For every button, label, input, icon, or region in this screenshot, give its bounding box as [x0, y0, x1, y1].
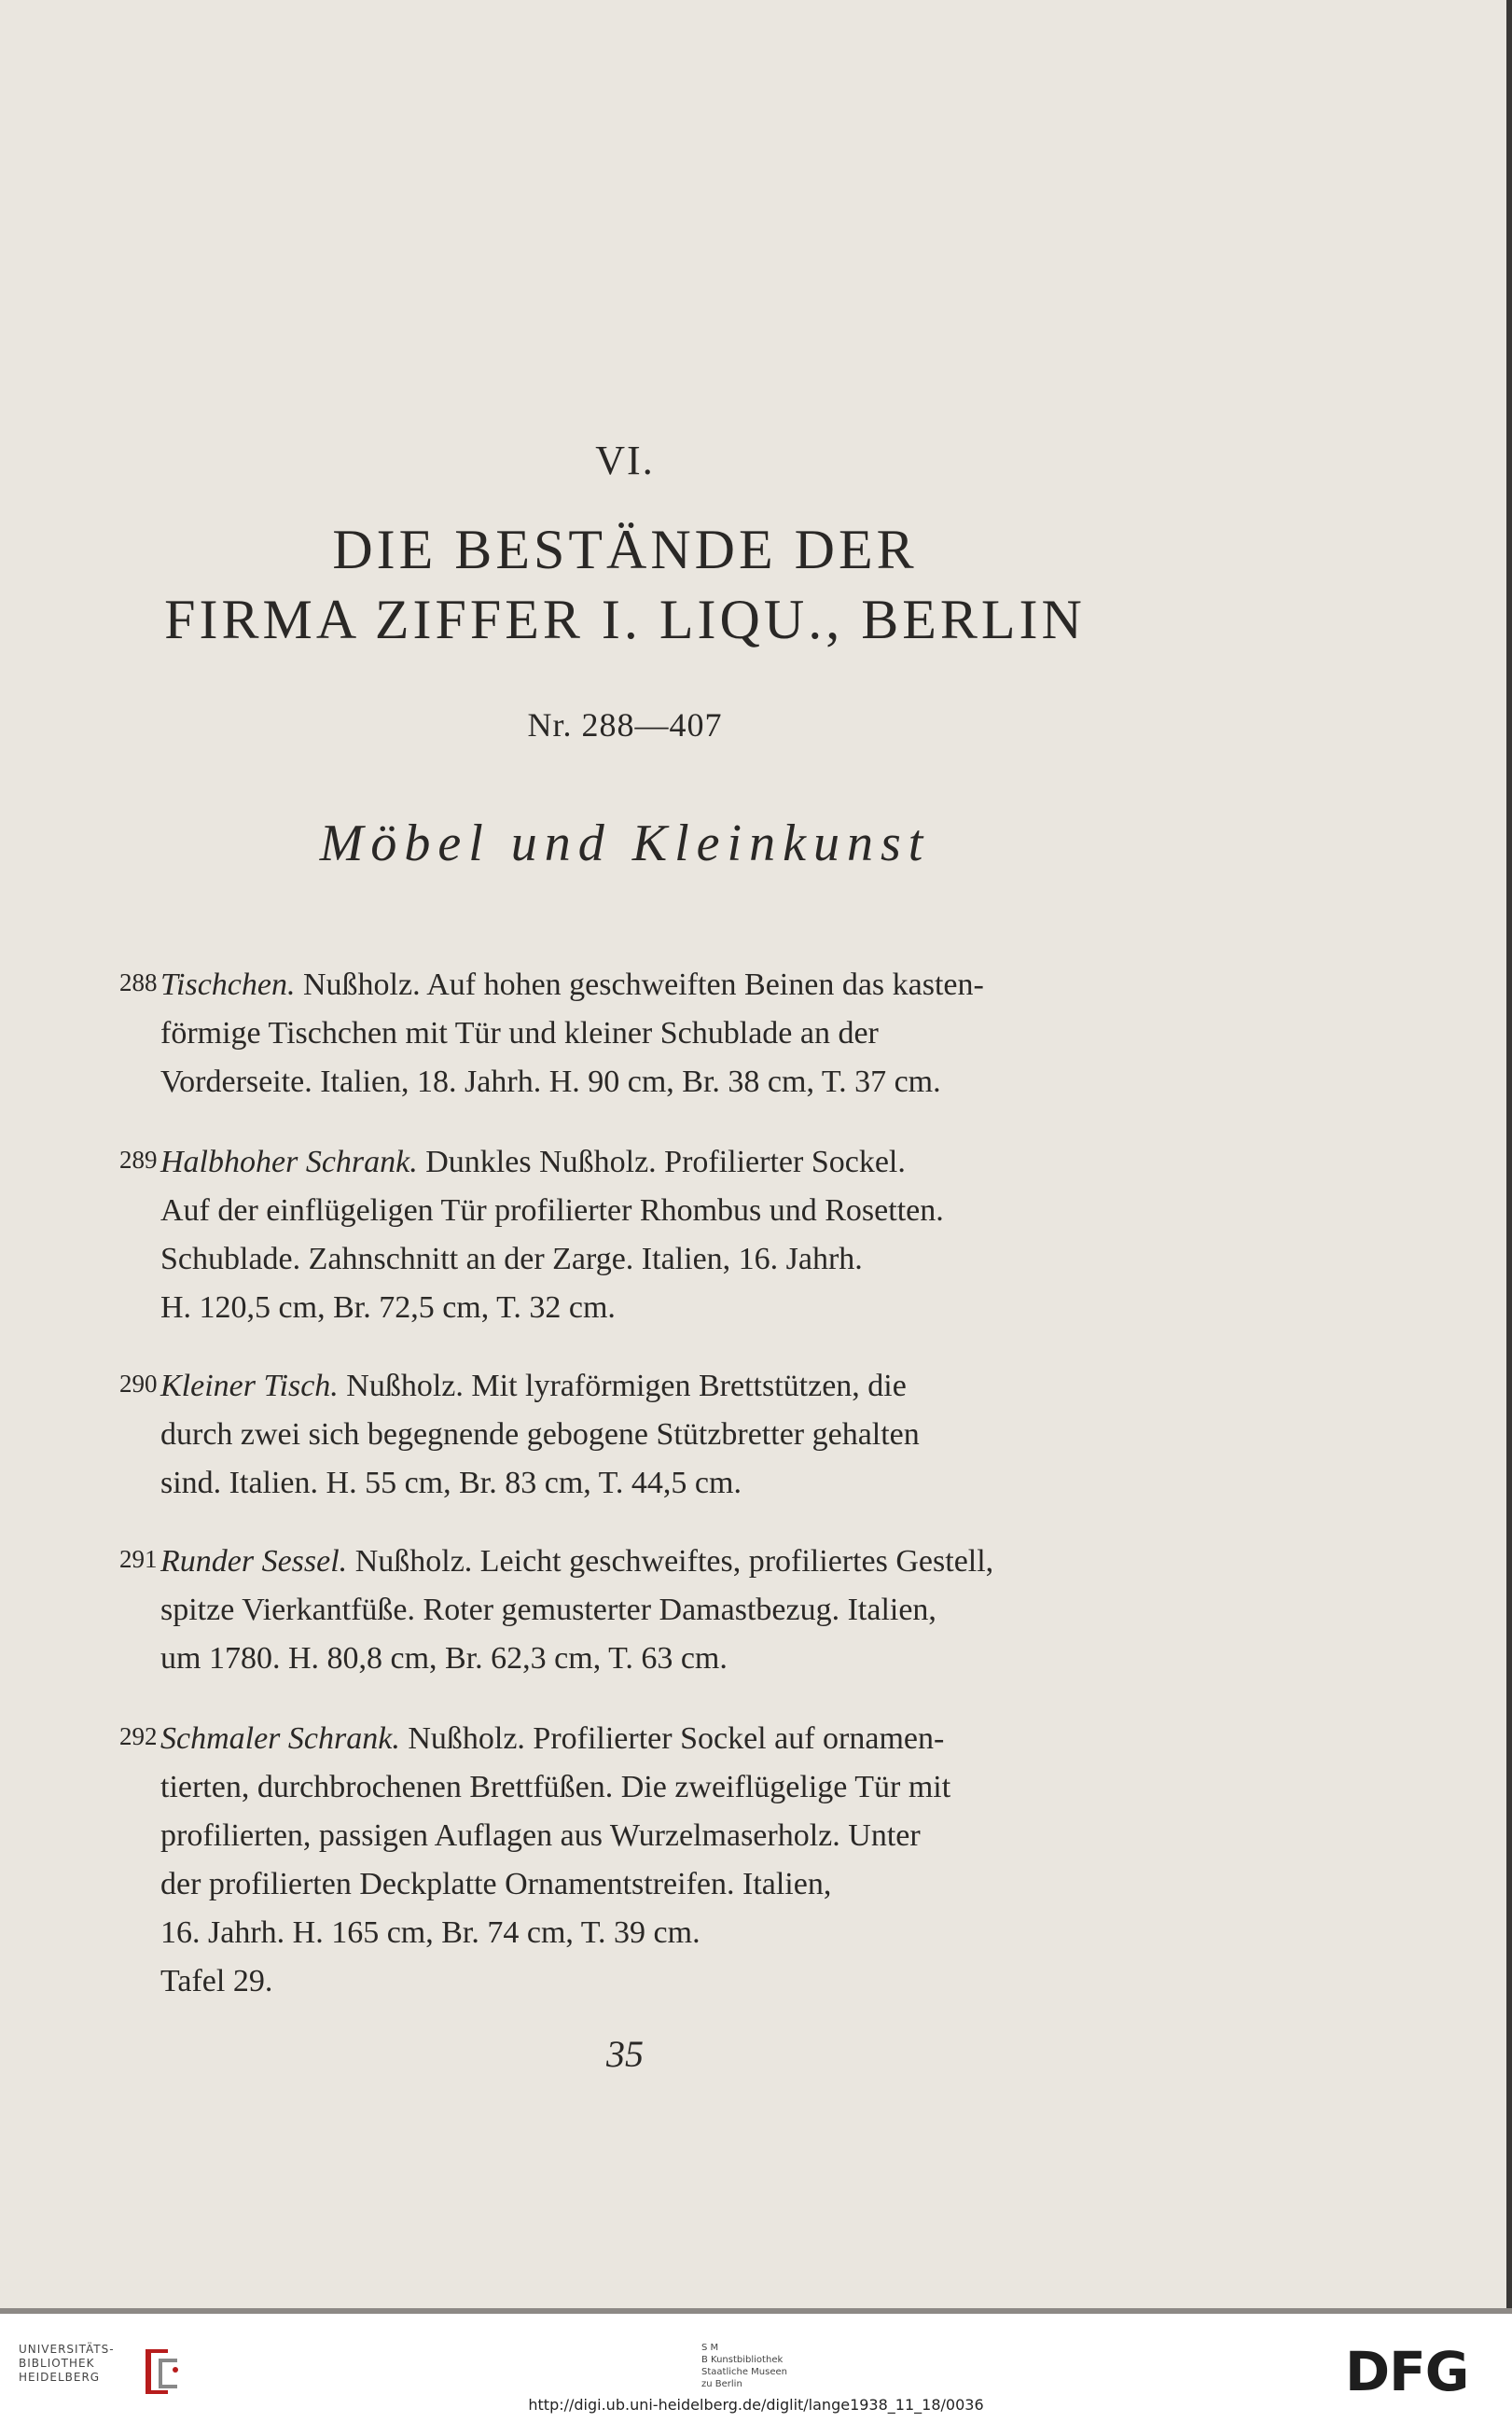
entry-line: förmige Tischchen mit Tür und kleiner Schublade an der [160, 1016, 879, 1051]
university-library-logo[interactable] [19, 2343, 115, 2385]
logo-text-line: B Kunstbibliothek [701, 2355, 784, 2365]
catalog-entry [119, 1362, 1112, 1508]
logo-text-line: BIBLIOTHEK [19, 2357, 95, 2370]
entry-line: um 1780. H. 80,8 cm, Br. 62,3 cm, T. 63 cm. [160, 1641, 728, 1676]
entry-title: Halbhoher Schrank. [160, 1145, 418, 1179]
entry-line: der profilierten Deckplatte Ornamentstreifen. Italien, [160, 1867, 832, 1901]
permalink-url[interactable]: http://digi.ub.uni-heidelberg.de/diglit/lange1938_11_18/0036 [528, 2396, 984, 2414]
entry-number: 289 [119, 1146, 158, 1174]
entry-line: profilierten, passigen Auflagen aus Wurzelmaserholz. Unter [160, 1818, 921, 1853]
catalog-entry [119, 1138, 1112, 1332]
catalog-entry [119, 961, 1112, 1107]
entry-line: Dunkles Nußholz. Profilierter Sockel. [417, 1145, 906, 1179]
library-mark-icon [140, 2342, 185, 2398]
entry-line: sind. Italien. H. 55 cm, Br. 83 cm, T. 44,5 cm. [160, 1466, 742, 1500]
entry-line: tierten, durchbrochenen Brettfüßen. Die zweiflügelige Tür mit [160, 1770, 951, 1804]
entry-number: 291 [119, 1545, 158, 1573]
entry-line: durch zwei sich begegnende gebogene Stützbretter gehalten [160, 1417, 920, 1452]
entry-title: Tischchen. [160, 967, 296, 1002]
dfg-logo[interactable]: DFG [1345, 2340, 1469, 2403]
catalog-entry [119, 1538, 1112, 1683]
entry-line: Nußholz. Leicht geschweiftes, profiliertes Gestell, [347, 1544, 994, 1579]
entry-title: Schmaler Schrank. [160, 1721, 400, 1756]
logo-text-line: zu Berlin [701, 2379, 742, 2389]
title-line-1: DIE BESTÄNDE DER [332, 519, 918, 580]
entry-line: 16. Jahrh. H. 165 cm, Br. 74 cm, T. 39 cm. [160, 1915, 701, 1950]
page-number: 35 [606, 2033, 644, 2075]
entry-number: 290 [119, 1370, 158, 1398]
entry-line: Tafel 29. [160, 1964, 273, 1998]
catalog-range: Nr. 288—407 [527, 706, 723, 744]
logo-text-line: UNIVERSITÄTS- [19, 2343, 115, 2356]
catalog-entry [119, 1715, 1112, 2006]
logo-text-line: HEIDELBERG [19, 2371, 101, 2384]
entry-title: Runder Sessel. [160, 1544, 348, 1579]
entry-line: Nußholz. Profilierter Sockel auf ornamen- [399, 1721, 945, 1756]
section-heading: Möbel und Kleinkunst [319, 814, 931, 872]
entry-line: Auf der einflügeligen Tür profilierter Rhombus und Rosetten. [160, 1193, 944, 1228]
entry-line: Nußholz. Auf hohen geschweiften Beinen das kasten- [295, 967, 984, 1002]
entry-number: 292 [119, 1722, 158, 1750]
entry-title: Kleiner Tisch. [160, 1369, 339, 1403]
logo-text-line: S M [701, 2343, 719, 2353]
scan-edge [1506, 0, 1512, 2314]
kunstbibliothek-logo[interactable] [701, 2342, 787, 2390]
title-line-2: FIRMA ZIFFER I. LIQU., BERLIN [164, 589, 1086, 650]
logo-text-line: Staatliche Museen [701, 2367, 787, 2377]
entry-line: H. 120,5 cm, Br. 72,5 cm, T. 32 cm. [160, 1290, 616, 1325]
entry-line: Schublade. Zahnschnitt an der Zarge. Italien, 16. Jahrh. [160, 1242, 863, 1276]
entry-number: 288 [119, 968, 158, 996]
entry-line: Nußholz. Mit lyraförmigen Brettstützen, die [338, 1369, 907, 1403]
entry-line: spitze Vierkantfüße. Roter gemusterter Damastbezug. Italien, [160, 1593, 936, 1627]
chapter-number: VI. [595, 438, 655, 483]
entry-line: Vorderseite. Italien, 18. Jahrh. H. 90 cm, Br. 38 cm, T. 37 cm. [160, 1065, 941, 1099]
